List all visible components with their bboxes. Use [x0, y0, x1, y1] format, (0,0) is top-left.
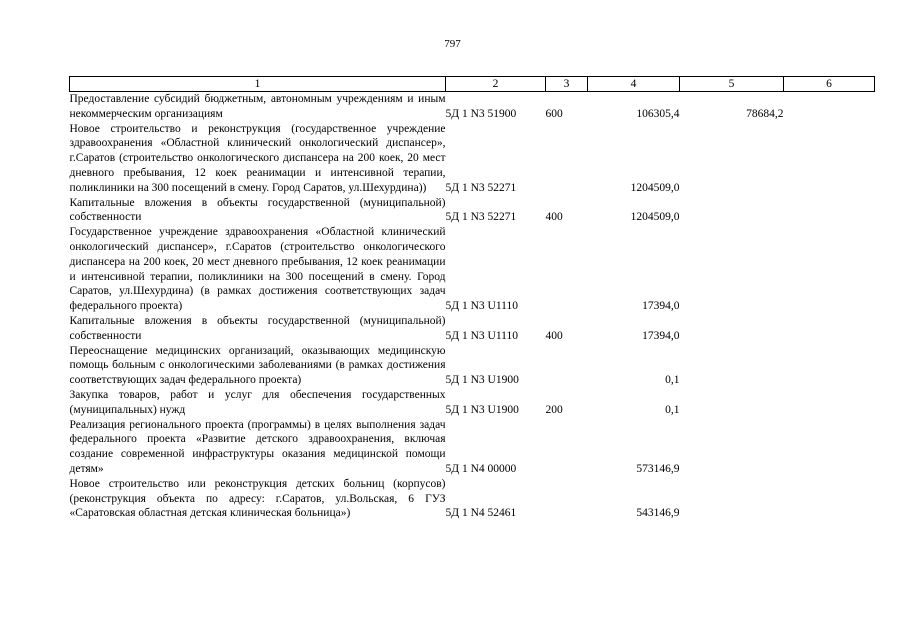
row-amount-col4: 17394,0: [642, 300, 680, 313]
row-amount-col5: [680, 418, 784, 477]
row-amount-col6: [784, 225, 875, 314]
row-description: Новое строительство или реконструкция детских больниц (корпусов) (реконструкция объекта по адресу: г.Саратов, ул.Вольская, 6 ГУЗ «Саратовская областная детская клиническая больница»): [69, 477, 446, 520]
row-target-code: 5Д 1 N4 00000: [445, 462, 517, 475]
row-expense-type: 600: [545, 107, 563, 120]
row-target-code: 5Д 1 N4 52461: [445, 507, 517, 520]
row-amount-col6: [784, 344, 875, 388]
row-amount-col4: 106305,4: [636, 107, 680, 120]
page-number: 797: [444, 38, 461, 50]
row-amount-col4: 0,1: [665, 403, 680, 416]
row-target-code: 5Д 1 N3 52271: [445, 211, 517, 224]
row-description: Государственное учреждение здравоохранения «Областной клинический онкологический диспансер», г.Саратов (строительство онкологического диспансера на 200 коек, 20 мест дневного пребывания, 12 коек реанимации и интенсивной терапии, поликлиники на 300 посещений в смену. Город Саратов, ул.Шехурдина) (в рамках достижения соответствующих задач федерального проекта): [69, 226, 446, 313]
column-header-2: 2: [446, 77, 546, 92]
row-description: Реализация регионального проекта (программы) в целях выполнения задач федерального проекта «Развитие детского здравоохранения, включая создание современной инфраструктуры оказания медицинской помощи детям»: [69, 418, 446, 475]
row-expense-type: [546, 225, 588, 314]
row-amount-col5: [680, 477, 784, 521]
row-description: Капитальные вложения в объекты государственной (муниципальной) собственности: [69, 196, 446, 224]
column-header-1: 1: [70, 77, 446, 92]
table-row: [70, 388, 875, 418]
table-header: [70, 77, 875, 92]
header-row: [70, 77, 875, 92]
row-expense-type: [546, 418, 588, 477]
column-header-4: 4: [588, 77, 680, 92]
row-target-code: 5Д 1 N3 U1110: [445, 300, 518, 313]
row-amount-col5: [680, 388, 784, 418]
column-header-5: 5: [680, 77, 784, 92]
row-amount-col5: [680, 225, 784, 314]
row-amount-col5: [680, 196, 784, 226]
row-description: Капитальные вложения в объекты государственной (муниципальной) собственности: [69, 314, 446, 342]
budget-table: [69, 76, 875, 521]
row-description: Предоставление субсидий бюджетным, автономным учреждениям и иным некоммерческим организациям: [69, 93, 446, 120]
row-amount-col5: [680, 122, 784, 196]
row-expense-type: 400: [545, 329, 563, 342]
row-amount-col6: [784, 418, 875, 477]
row-amount-col6: [784, 388, 875, 418]
row-target-code: 5Д 1 N3 51900: [445, 107, 517, 120]
row-amount-col4: 17394,0: [642, 329, 680, 342]
row-expense-type: 400: [545, 211, 563, 224]
row-amount-col6: [784, 122, 875, 196]
table-row: [70, 122, 875, 196]
row-amount-col5: 78684,2: [746, 107, 784, 120]
row-amount-col4: 573146,9: [636, 462, 680, 475]
row-amount-col5: [680, 344, 784, 388]
table-row: [70, 225, 875, 314]
row-amount-col6: [784, 196, 875, 226]
row-amount-col6: [784, 314, 875, 344]
row-amount-col4: 1204509,0: [630, 211, 680, 224]
column-header-6: 6: [784, 77, 875, 92]
row-target-code: 5Д 1 N3 U1900: [445, 374, 519, 387]
row-amount-col6: [784, 92, 875, 122]
row-amount-col4: 543146,9: [636, 507, 680, 520]
row-description: Переоснащение медицинских организаций, оказывающих медицинскую помощь больным с онкологическими заболеваниями (в рамках достижения соответствующих задач федерального проекта): [69, 344, 446, 387]
row-amount-col4: 0,1: [665, 374, 680, 387]
table-row: [70, 314, 875, 344]
row-expense-type: [546, 477, 588, 521]
row-expense-type: 200: [545, 403, 563, 416]
row-target-code: 5Д 1 N3 U1110: [445, 329, 518, 342]
table-row: [70, 92, 875, 122]
column-header-3: 3: [546, 77, 588, 92]
table-row: [70, 344, 875, 388]
row-target-code: 5Д 1 N3 52271: [445, 181, 517, 194]
row-amount-col4: 1204509,0: [630, 181, 680, 194]
row-amount-col6: [784, 477, 875, 521]
row-expense-type: [546, 122, 588, 196]
row-description: Закупка товаров, работ и услуг для обеспечения государственных (муниципальных) нужд: [69, 388, 446, 416]
table-body: [70, 92, 875, 522]
row-target-code: 5Д 1 N3 U1900: [445, 403, 519, 416]
table-row: [70, 196, 875, 226]
table-row: [70, 477, 875, 521]
row-amount-col5: [680, 314, 784, 344]
row-expense-type: [546, 344, 588, 388]
row-description: Новое строительство и реконструкция (государственное учреждение здравоохранения «Областной клинический онкологический диспансер», г.Саратов (строительство онкологического диспансера на 200 коек, 20 мест дневного пребывания, 12 коек реанимации и интенсивной терапии, поликлиники на 300 посещений в смену. Город Саратов, ул.Шехурдина)): [69, 122, 446, 194]
table-row: [70, 418, 875, 477]
